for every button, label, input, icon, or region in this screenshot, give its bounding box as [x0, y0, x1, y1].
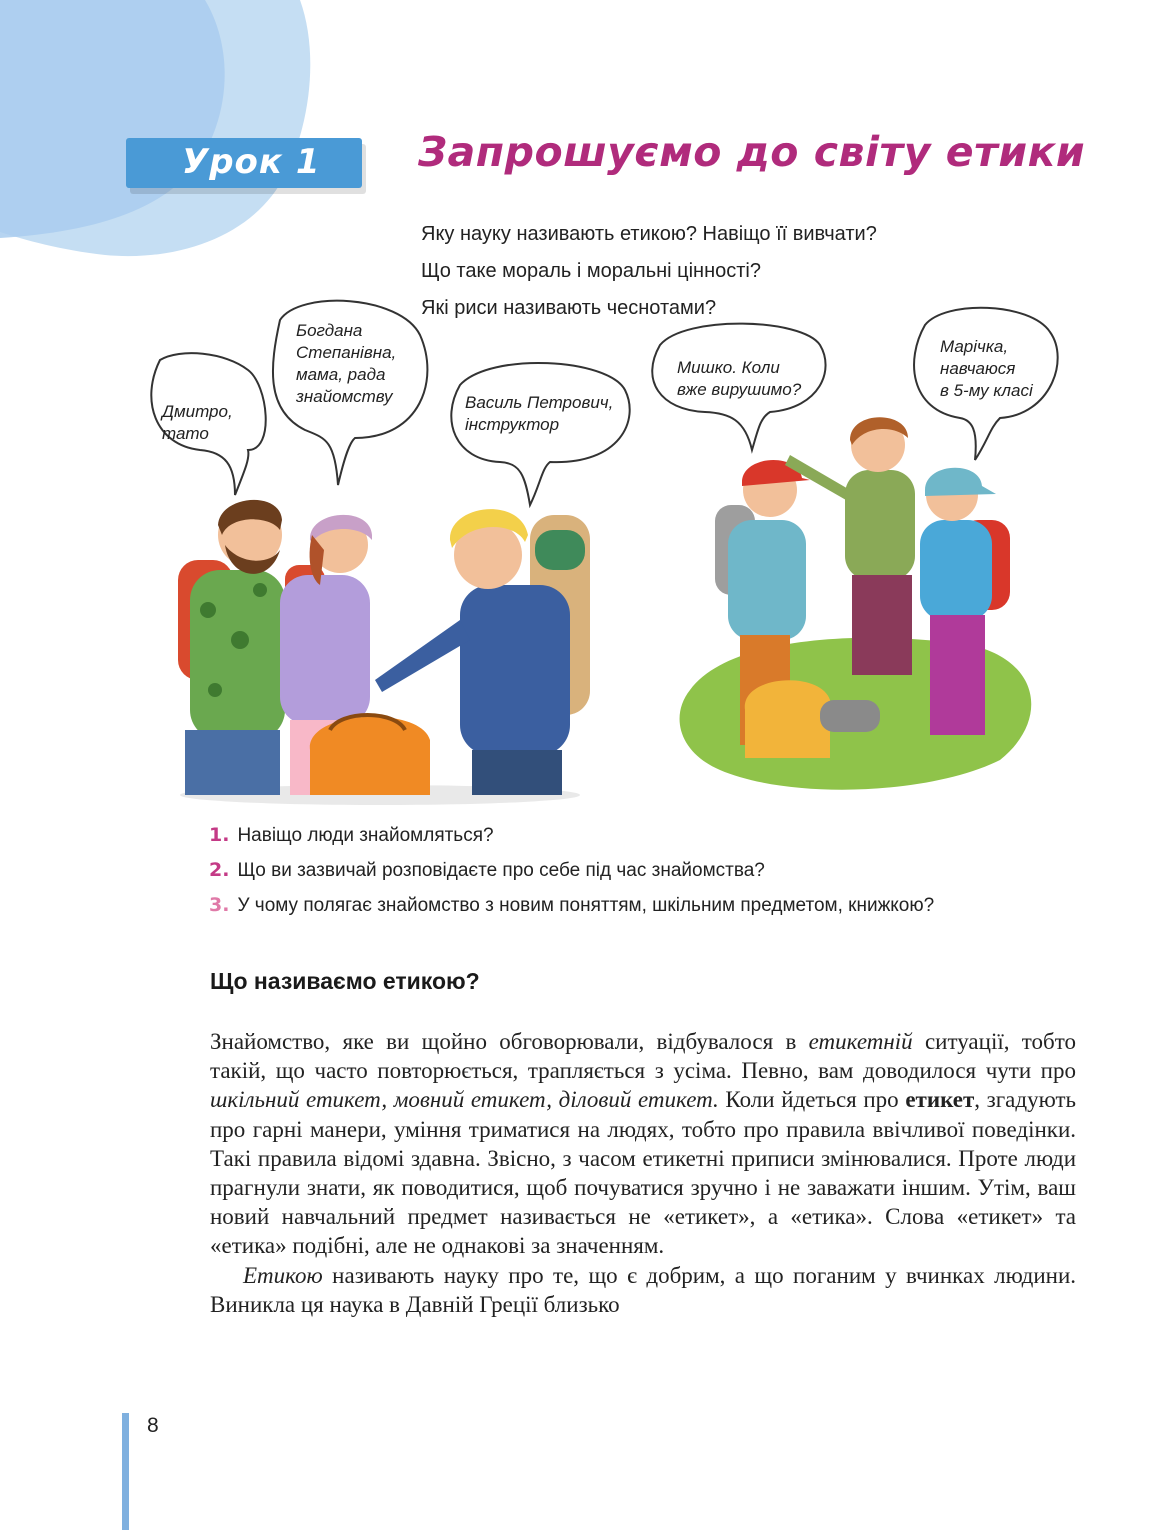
paragraph-2: Етикою називають науку про те, що є добрим, а що поганим у вчинках людини. Виникла ця наука в Давній Греції близько — [210, 1262, 1076, 1317]
orange-bag — [310, 715, 430, 795]
lesson-tab — [126, 138, 362, 188]
bubble-text-dmytro: Дмитро, тато — [162, 402, 233, 443]
intro-question: Які риси називають чеснотами? — [421, 297, 717, 319]
task-item — [209, 853, 934, 888]
page-number: 8 — [147, 1414, 159, 1437]
hikers-illustration — [130, 290, 1070, 810]
section-heading: Що називаємо етикою? — [210, 968, 480, 994]
task-number: 1. — [209, 824, 230, 846]
task-text: У чому полягає знайомство з новим поняттям, шкільним предметом, книжкою? — [237, 895, 935, 916]
page-margin-bar — [122, 1413, 129, 1530]
camping-mat — [820, 700, 880, 732]
bubble-text-myshko: Мишко. Коли вже вирушимо? — [677, 358, 802, 399]
page-title: Запрошуємо до світу етики — [418, 128, 1086, 176]
task-text: Що ви зазвичай розповідаєте про себе під час знайомства? — [237, 860, 765, 881]
bubble-text-vasyl: Василь Петрович, інструктор — [465, 393, 614, 434]
task-item — [209, 888, 934, 923]
body-text — [210, 1027, 1076, 1319]
task-list — [209, 818, 934, 923]
task-number: 3. — [209, 894, 230, 916]
paragraph-1: Знайомство, яке ви щойно обговорювали, відбувалося в етикетній ситуації, тобто такій, що часто повторюється, трапляється з усіма. Певно, вам доводилося чути про шкільний етикет, мовний етикет, діловий етикет. Коли йдеться про етикет, згадують про гарні манери, уміння триматися на людях, тобто про правила ввічливої поведінки. Такі правила відомі здавна. Звісно, з часом етикетні приписи змінювалися. Проте люди прагнули знати, як поводитися, щоб почуватися зручно і не заважати іншим. Утім, ваш новий навчальний предмет називається не «етикет», а «етика». Слова «етикет» та «етика» подібні, але не однакові за значенням. — [210, 1029, 1076, 1259]
task-number: 2. — [209, 859, 230, 881]
lesson-label: Урок 1 — [182, 142, 321, 182]
yellow-backpack — [745, 680, 830, 758]
task-text: Навіщо люди знайомляться? — [237, 825, 494, 846]
bubble-text-bohdana: Богдана Степанівна, мама, рада знайомству — [296, 321, 397, 406]
task-item — [209, 818, 934, 853]
intro-question: Яку науку називають етикою? Навіщо її вивчати? — [421, 223, 877, 245]
bubble-text-marichka: Марічка, навчаюся в 5-му класі — [940, 337, 1033, 400]
intro-question: Що таке мораль і моральні цінності? — [421, 260, 761, 282]
figure-dmytro — [178, 500, 285, 795]
